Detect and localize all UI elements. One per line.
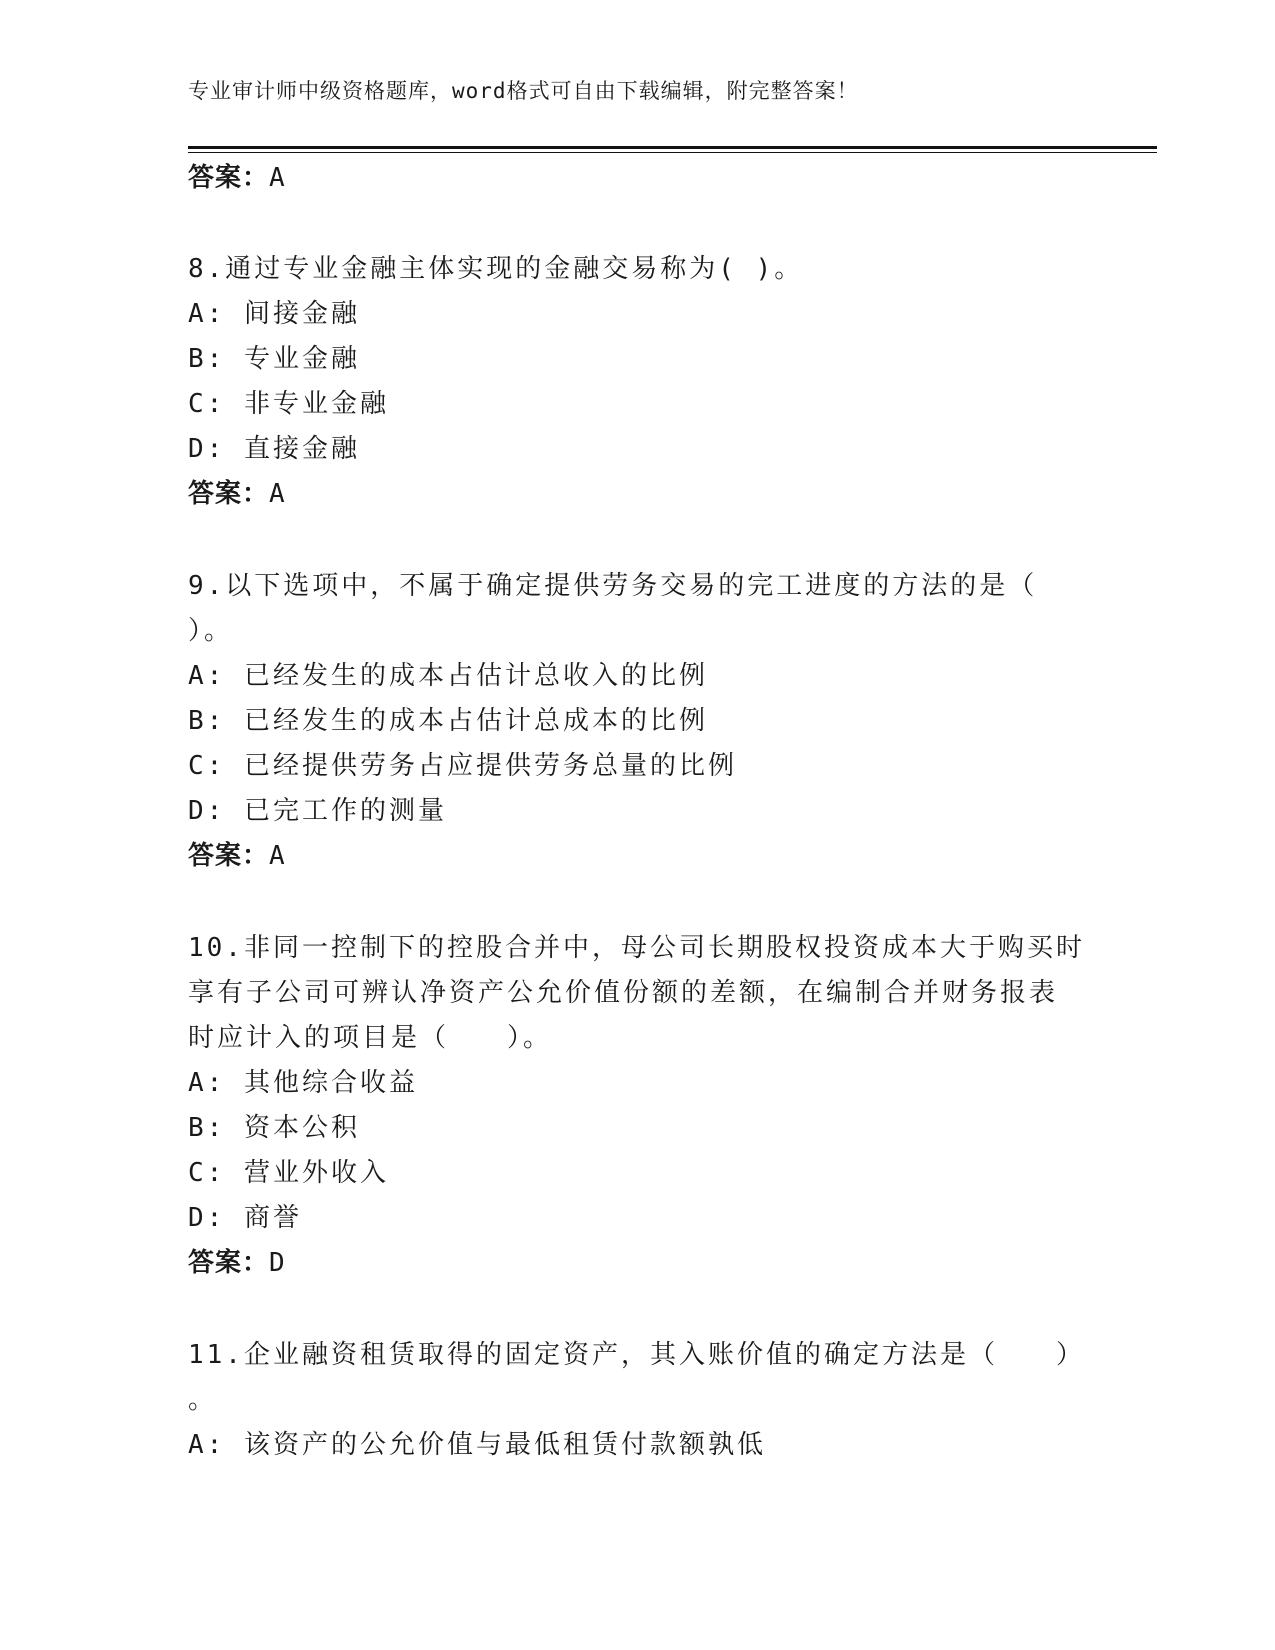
page-header: 专业审计师中级资格题库，word格式可自由下载编辑，附完整答案！ (188, 79, 859, 103)
answer-question-8 (188, 476, 286, 512)
answer-prefix: 答案： (188, 1248, 270, 1278)
question-10-option-a: A: 其他综合收益 (188, 1068, 418, 1098)
question-9-option-b: B: 已经发生的成本占估计总成本的比例 (188, 706, 708, 736)
question-9-option-c: C: 已经提供劳务占应提供劳务总量的比例 (188, 751, 737, 781)
question-11-line-2: 。 (188, 1385, 218, 1415)
question-8-option-d: D: 直接金融 (188, 434, 360, 464)
question-9-line-2: ）。 (188, 616, 234, 646)
question-11-option-a: A: 该资产的公允价值与最低租赁付款额孰低 (188, 1430, 766, 1460)
question-9-option-a: A: 已经发生的成本占估计总收入的比例 (188, 661, 708, 691)
question-8-option-c: C: 非专业金融 (188, 389, 389, 419)
question-8: 8.通过专业金融主体实现的金融交易称为( )。 (188, 254, 804, 284)
answer-prefix: 答案： (188, 479, 270, 509)
answer-letter: A (269, 841, 286, 871)
question-11-line-1: 11.企业融资租赁取得的固定资产，其入账价值的确定方法是（ ） (188, 1340, 1085, 1370)
answer-letter: A (269, 479, 286, 509)
header-rule-thick (188, 146, 1157, 149)
answer-question-9 (188, 838, 286, 874)
question-8-option-b: B: 专业金融 (188, 344, 360, 374)
answer-previous (188, 160, 286, 196)
header-rule-thin (188, 152, 1157, 153)
answer-prefix: 答案： (188, 163, 270, 193)
question-8-option-a: A: 间接金融 (188, 299, 360, 329)
question-10-option-d: D: 商誉 (188, 1203, 302, 1233)
answer-letter: D (269, 1248, 286, 1278)
question-10-line-2: 享有子公司可辨认净资产公允价值份额的差额，在编制合并财务报表 (188, 978, 1059, 1008)
answer-letter: A (269, 163, 286, 193)
question-10-option-b: B: 资本公积 (188, 1113, 360, 1143)
answer-question-10 (188, 1245, 286, 1281)
answer-prefix: 答案： (188, 841, 270, 871)
question-9-option-d: D: 已完工作的测量 (188, 796, 447, 826)
question-9-line-1: 9.以下选项中，不属于确定提供劳务交易的完工进度的方法的是（ (188, 571, 1038, 601)
question-10-option-c: C: 营业外收入 (188, 1158, 389, 1188)
question-10-line-1: 10.非同一控制下的控股合并中，母公司长期股权投资成本大于购买时 (188, 933, 1085, 963)
question-10-line-3: 时应计入的项目是（ ）。 (188, 1023, 553, 1053)
